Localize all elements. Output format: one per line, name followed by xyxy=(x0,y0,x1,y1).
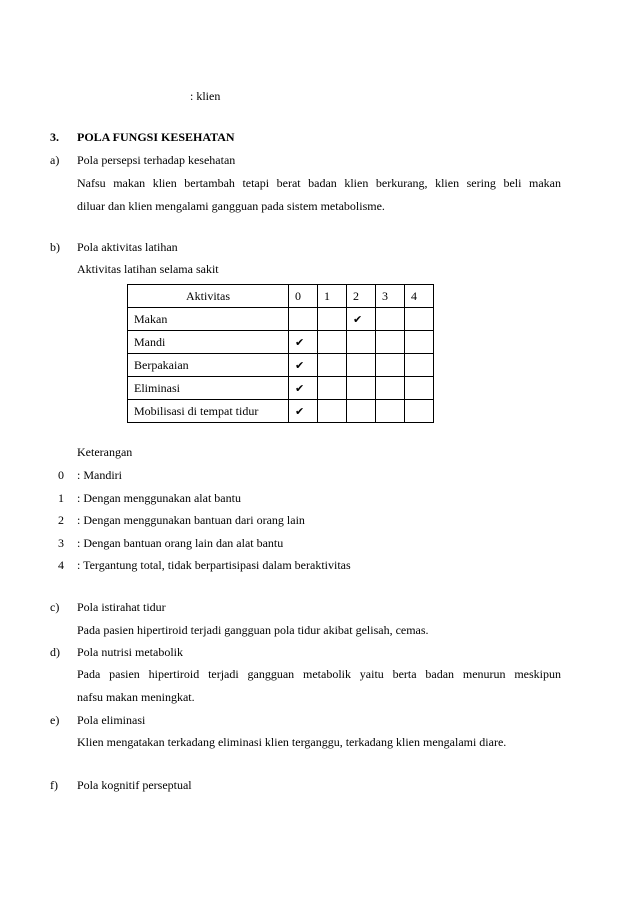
item-c-text: Pada pasien hipertiroid terjadi gangguan pola tidur akibat gelisah, cemas. xyxy=(77,623,429,637)
section-number: 3. xyxy=(50,130,59,144)
item-d-body xyxy=(77,667,561,704)
keterangan-code: 2 xyxy=(58,513,64,527)
activity-name: Mandi xyxy=(128,331,289,354)
keterangan-text: : Tergantung total, tidak berpartisipasi dalam beraktivitas xyxy=(77,558,351,572)
keterangan-code: 4 xyxy=(58,558,64,572)
activity-level-cell-0 xyxy=(289,377,318,400)
activity-level-cell-1 xyxy=(318,354,347,377)
activity-level-cell-0 xyxy=(289,308,318,331)
keterangan-code: 0 xyxy=(58,468,64,482)
item-d-marker: d) xyxy=(50,645,60,659)
keterangan-text: : Dengan bantuan orang lain dan alat bantu xyxy=(77,536,284,550)
activity-level-cell-3 xyxy=(376,308,405,331)
activity-name: Berpakaian xyxy=(128,354,289,377)
keterangan-title: Keterangan xyxy=(77,445,133,459)
activity-level-cell-4 xyxy=(405,354,434,377)
keterangan-code: 1 xyxy=(58,491,64,505)
activity-table-header xyxy=(128,285,434,308)
item-a-marker: a) xyxy=(50,153,60,167)
item-b-heading: Pola aktivitas latihan xyxy=(77,240,178,254)
header-level-3: 3 xyxy=(376,285,405,308)
activity-level-cell-2 xyxy=(347,400,376,423)
activity-level-cell-4 xyxy=(405,400,434,423)
header-level-2: 2 xyxy=(347,285,376,308)
item-e-text: Klien mengatakan terkadang eliminasi klien terganggu, terkadang klien mengalami diare. xyxy=(77,735,507,749)
activity-level-cell-3 xyxy=(376,400,405,423)
header-level-4: 4 xyxy=(405,285,434,308)
item-e-marker: e) xyxy=(50,713,60,727)
activity-row xyxy=(128,354,434,377)
keterangan-text: : Dengan menggunakan bantuan dari orang lain xyxy=(77,513,305,527)
check-icon: ✔ xyxy=(295,381,305,395)
activity-level-cell-0 xyxy=(289,331,318,354)
activity-name: Mobilisasi di tempat tidur xyxy=(128,400,289,423)
activity-level-cell-0 xyxy=(289,400,318,423)
activity-name: Makan xyxy=(128,308,289,331)
item-b-subheading: Aktivitas latihan selama sakit xyxy=(77,262,219,276)
activity-level-cell-3 xyxy=(376,377,405,400)
item-d-line-2: nafsu makan meningkat. xyxy=(77,690,195,704)
activity-level-cell-2 xyxy=(347,308,376,331)
check-icon: ✔ xyxy=(295,335,305,349)
item-a-line-1: Nafsu makan klien bertambah tetapi berat badan klien berkurang, klien sering beli makan xyxy=(77,176,561,190)
header-level-0: 0 xyxy=(289,285,318,308)
check-icon: ✔ xyxy=(295,358,305,372)
item-c-marker: c) xyxy=(50,600,60,614)
activity-row xyxy=(128,331,434,354)
item-a-line-2: diluar dan klien mengalami gangguan pada sistem metabolisme. xyxy=(77,199,385,213)
keterangan-code: 3 xyxy=(58,536,64,550)
header-aktivitas: Aktivitas xyxy=(128,285,289,308)
keterangan-text: : Mandiri xyxy=(77,468,122,482)
activity-level-cell-4 xyxy=(405,308,434,331)
activity-level-cell-2 xyxy=(347,354,376,377)
item-f-heading: Pola kognitif perseptual xyxy=(77,778,192,792)
item-a-heading: Pola persepsi terhadap kesehatan xyxy=(77,153,236,167)
activity-level-cell-3 xyxy=(376,354,405,377)
top-line: : klien xyxy=(190,89,221,103)
item-c-heading: Pola istirahat tidur xyxy=(77,600,166,614)
item-d-line-1: Pada pasien hipertiroid terjadi gangguan metabolik yaitu berta badan menurun meskipun xyxy=(77,667,561,681)
item-b-marker: b) xyxy=(50,240,60,254)
activity-table xyxy=(127,284,434,423)
item-f-marker: f) xyxy=(50,778,58,792)
keterangan-text: : Dengan menggunakan alat bantu xyxy=(77,491,241,505)
activity-level-cell-4 xyxy=(405,377,434,400)
item-a-body xyxy=(77,176,561,213)
item-e-heading: Pola eliminasi xyxy=(77,713,146,727)
section-title: POLA FUNGSI KESEHATAN xyxy=(77,130,235,144)
activity-row xyxy=(128,377,434,400)
activity-level-cell-2 xyxy=(347,331,376,354)
activity-level-cell-4 xyxy=(405,331,434,354)
activity-level-cell-1 xyxy=(318,400,347,423)
item-d-heading: Pola nutrisi metabolik xyxy=(77,645,183,659)
check-icon: ✔ xyxy=(295,404,305,418)
activity-level-cell-0 xyxy=(289,354,318,377)
activity-name: Eliminasi xyxy=(128,377,289,400)
activity-level-cell-3 xyxy=(376,331,405,354)
activity-level-cell-1 xyxy=(318,331,347,354)
activity-level-cell-1 xyxy=(318,308,347,331)
activity-row xyxy=(128,400,434,423)
header-level-1: 1 xyxy=(318,285,347,308)
activity-level-cell-1 xyxy=(318,377,347,400)
activity-row xyxy=(128,308,434,331)
activity-level-cell-2 xyxy=(347,377,376,400)
check-icon: ✔ xyxy=(353,312,363,326)
